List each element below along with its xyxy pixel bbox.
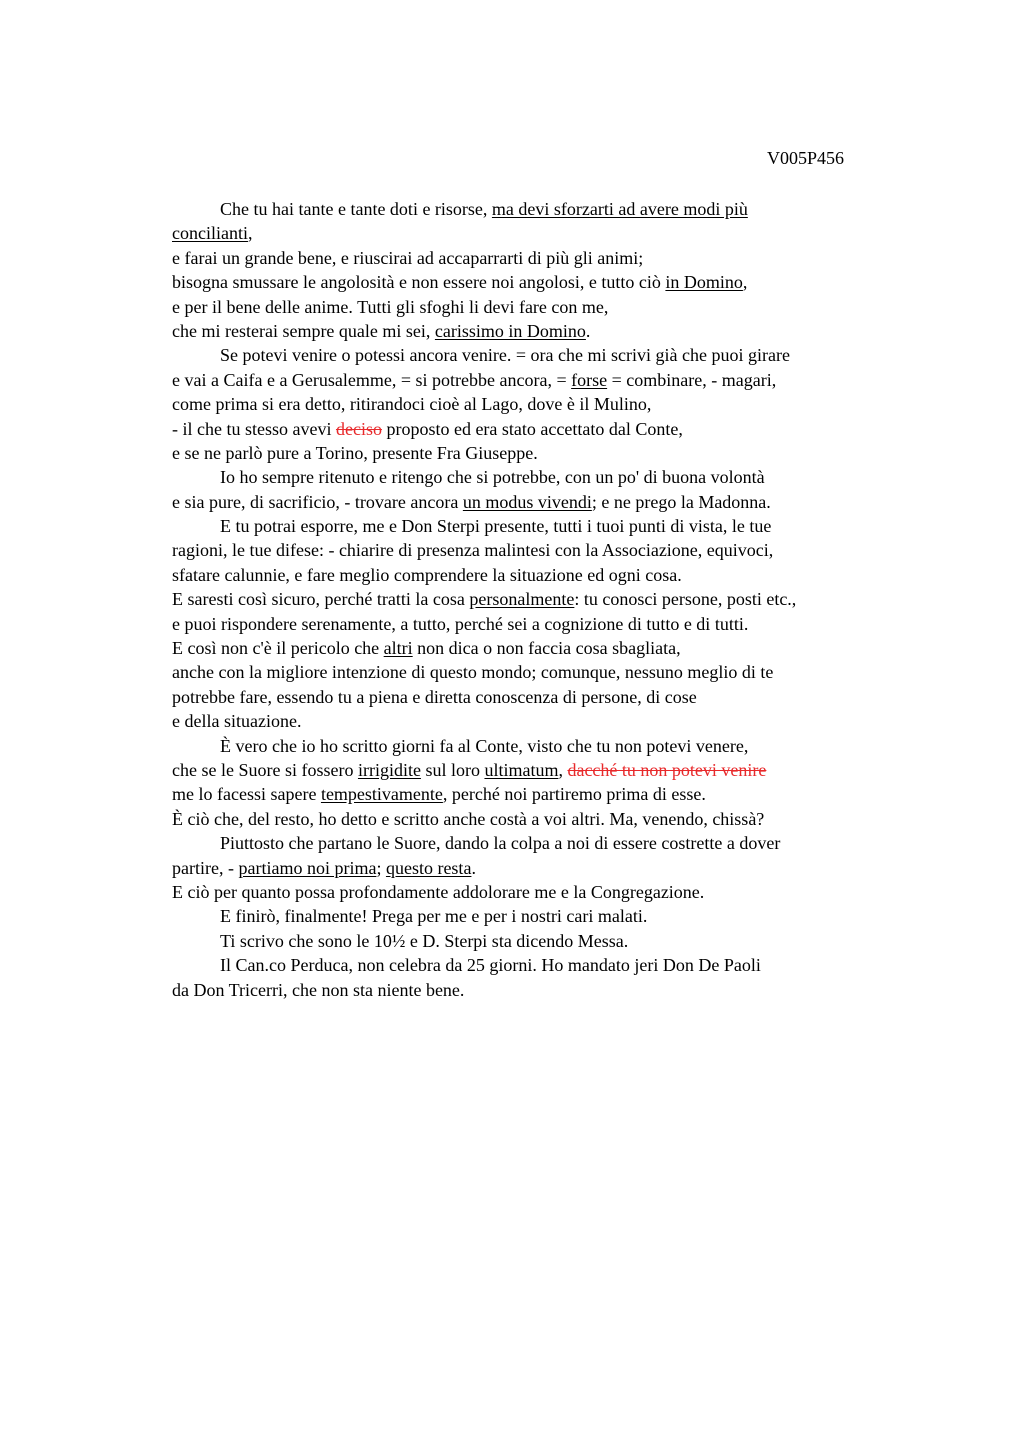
text-segment: ragioni, le tue difese: - chiarire di presenza malintesi con la Associazione, equivoci,: [172, 540, 774, 561]
text-segment: e vai a Caifa e a Gerusalemme, = si potrebbe ancora, =: [172, 369, 572, 390]
text-segment: che mi resterai sempre quale mi sei,: [172, 320, 435, 341]
text-segment: Che tu hai tante e tante doti e risorse,: [220, 199, 492, 219]
text-segment: Io ho sempre ritenuto e ritengo che si potrebbe, con un po' di buona volontà: [220, 467, 765, 488]
text-line: [172, 856, 912, 880]
text-line: [172, 782, 912, 806]
text-line: [172, 758, 912, 782]
underlined-text: in Domino: [665, 272, 743, 293]
text-segment: E tu potrai esporre, me e Don Sterpi presente, tutti i tuoi punti di vista, le tue: [220, 516, 772, 537]
text-segment: .: [585, 320, 591, 341]
text-line: [172, 465, 912, 489]
text-segment: È ciò che, del resto, ho detto e scritto anche costà a voi altri. Ma, venendo, chissà?: [172, 808, 765, 829]
text-segment: anche con la migliore intenzione di questo mondo; comunque, nessuno meglio di te: [172, 662, 774, 683]
text-segment: È vero che io ho scritto giorni fa al Conte, visto che tu non potevi venere,: [220, 735, 749, 756]
deleted-text: dacché tu non potevi venire: [567, 759, 767, 780]
text-segment: non dica o non faccia cosa sbagliata,: [412, 638, 681, 659]
text-segment: E saresti così sicuro, perché tratti la cosa: [172, 589, 470, 610]
text-segment: : tu conosci persone, posti etc.,: [574, 589, 797, 610]
text-line: [172, 978, 912, 1002]
underlined-text: irrigidite: [357, 759, 421, 780]
text-segment: ,: [247, 223, 253, 244]
text-line: [172, 831, 912, 855]
text-segment: e farai un grande bene, e riuscirai ad accaparrarti di più gli animi;: [172, 247, 644, 268]
text-line: [172, 807, 912, 831]
text-segment: Piuttosto che partano le Suore, dando la colpa a noi di essere costrette a dover: [220, 833, 781, 854]
text-segment: E così non c'è il pericolo che: [172, 638, 384, 659]
page-id: V005P456: [766, 148, 844, 168]
underlined-text: carissimo in Domino: [434, 320, 586, 341]
underlined-text: tempestivamente: [320, 784, 443, 805]
text-segment: e sia pure, di sacrificio, - trovare ancora: [172, 491, 463, 512]
text-line: [172, 490, 912, 514]
text-segment: partire, -: [172, 857, 239, 878]
text-segment: - il che tu stesso avevi: [172, 418, 336, 439]
text-line: [172, 441, 912, 465]
underlined-text: ultimatum: [484, 759, 559, 780]
text-line: [172, 734, 912, 758]
underlined-text: ma devi sforzarti ad avere modi più: [491, 199, 748, 219]
text-line: [172, 197, 912, 221]
text-line: [172, 221, 912, 245]
letter-body: [172, 197, 912, 1002]
underlined-text: un modus vivendi: [462, 491, 592, 512]
text-line: [172, 392, 912, 416]
text-segment: = combinare, - magari,: [607, 369, 777, 390]
text-segment: ,: [742, 272, 748, 293]
text-segment: sfatare calunnie, e fare meglio comprendere la situazione ed ogni cosa.: [172, 564, 682, 585]
text-segment: come prima si era detto, ritirandoci cioè al Lago, dove è il Mulino,: [172, 394, 652, 415]
text-segment: che se le Suore si fossero: [172, 759, 358, 780]
text-line: [172, 612, 912, 636]
text-line: [172, 319, 912, 343]
text-segment: da Don Tricerri, che non sta niente bene.: [172, 979, 465, 1000]
text-line: [172, 660, 912, 684]
text-segment: ; e ne prego la Madonna.: [591, 491, 771, 512]
text-line: [172, 904, 912, 928]
underlined-text: personalmente: [469, 589, 575, 610]
text-line: [172, 246, 912, 270]
text-line: [172, 929, 912, 953]
text-line: [172, 343, 912, 367]
underlined-text: questo resta: [385, 857, 472, 878]
underlined-text: concilianti: [172, 223, 248, 244]
underlined-text: altri: [383, 638, 413, 659]
text-segment: .: [471, 857, 476, 878]
text-segment: me lo facessi sapere: [172, 784, 321, 805]
text-line: [172, 295, 912, 319]
text-segment: E finirò, finalmente! Prega per me e per i nostri cari malati.: [220, 906, 648, 927]
text-segment: e per il bene delle anime. Tutti gli sfoghi li devi fare con me,: [172, 296, 609, 317]
text-line: [172, 587, 912, 611]
text-segment: Ti scrivo che sono le 10½ e D. Sterpi sta dicendo Messa.: [220, 930, 629, 951]
text-line: [172, 563, 912, 587]
text-segment: bisogna smussare le angolosità e non essere noi angolosi, e tutto ciò: [172, 272, 666, 293]
text-segment: e puoi rispondere serenamente, a tutto, perché sei a cognizione di tutto e di tutti.: [172, 613, 749, 634]
text-segment: Se potevi venire o potessi ancora venire. = ora che mi scrivi già che puoi girare: [220, 345, 790, 366]
text-segment: e se ne parlò pure a Torino, presente Fra Giuseppe.: [172, 442, 538, 463]
text-line: [172, 685, 912, 709]
text-segment: ,: [558, 759, 568, 780]
text-line: [172, 514, 912, 538]
text-line: [172, 953, 912, 977]
text-segment: proposto ed era stato accettato dal Conte,: [381, 418, 683, 439]
text-segment: ;: [376, 857, 386, 878]
deleted-text: deciso: [335, 418, 382, 439]
text-line: [172, 880, 912, 904]
text-line: [172, 636, 912, 660]
underlined-text: partiamo noi prima: [238, 857, 377, 878]
text-line: [172, 538, 912, 562]
text-line: [172, 417, 912, 441]
underlined-text: forse: [571, 369, 608, 390]
text-line: [172, 709, 912, 733]
text-segment: potrebbe fare, essendo tu a piena e diretta conoscenza di persone, di cose: [172, 686, 697, 707]
text-line: [172, 368, 912, 392]
text-line: [172, 270, 912, 294]
text-segment: Il Can.co Perduca, non celebra da 25 giorni. Ho mandato jeri Don De Paoli: [220, 955, 761, 976]
text-segment: e della situazione.: [172, 711, 302, 732]
text-segment: , perché noi partiremo prima di esse.: [442, 784, 706, 805]
text-segment: E ciò per quanto possa profondamente addolorare me e la Congregazione.: [172, 881, 705, 902]
text-segment: sul loro: [420, 759, 485, 780]
